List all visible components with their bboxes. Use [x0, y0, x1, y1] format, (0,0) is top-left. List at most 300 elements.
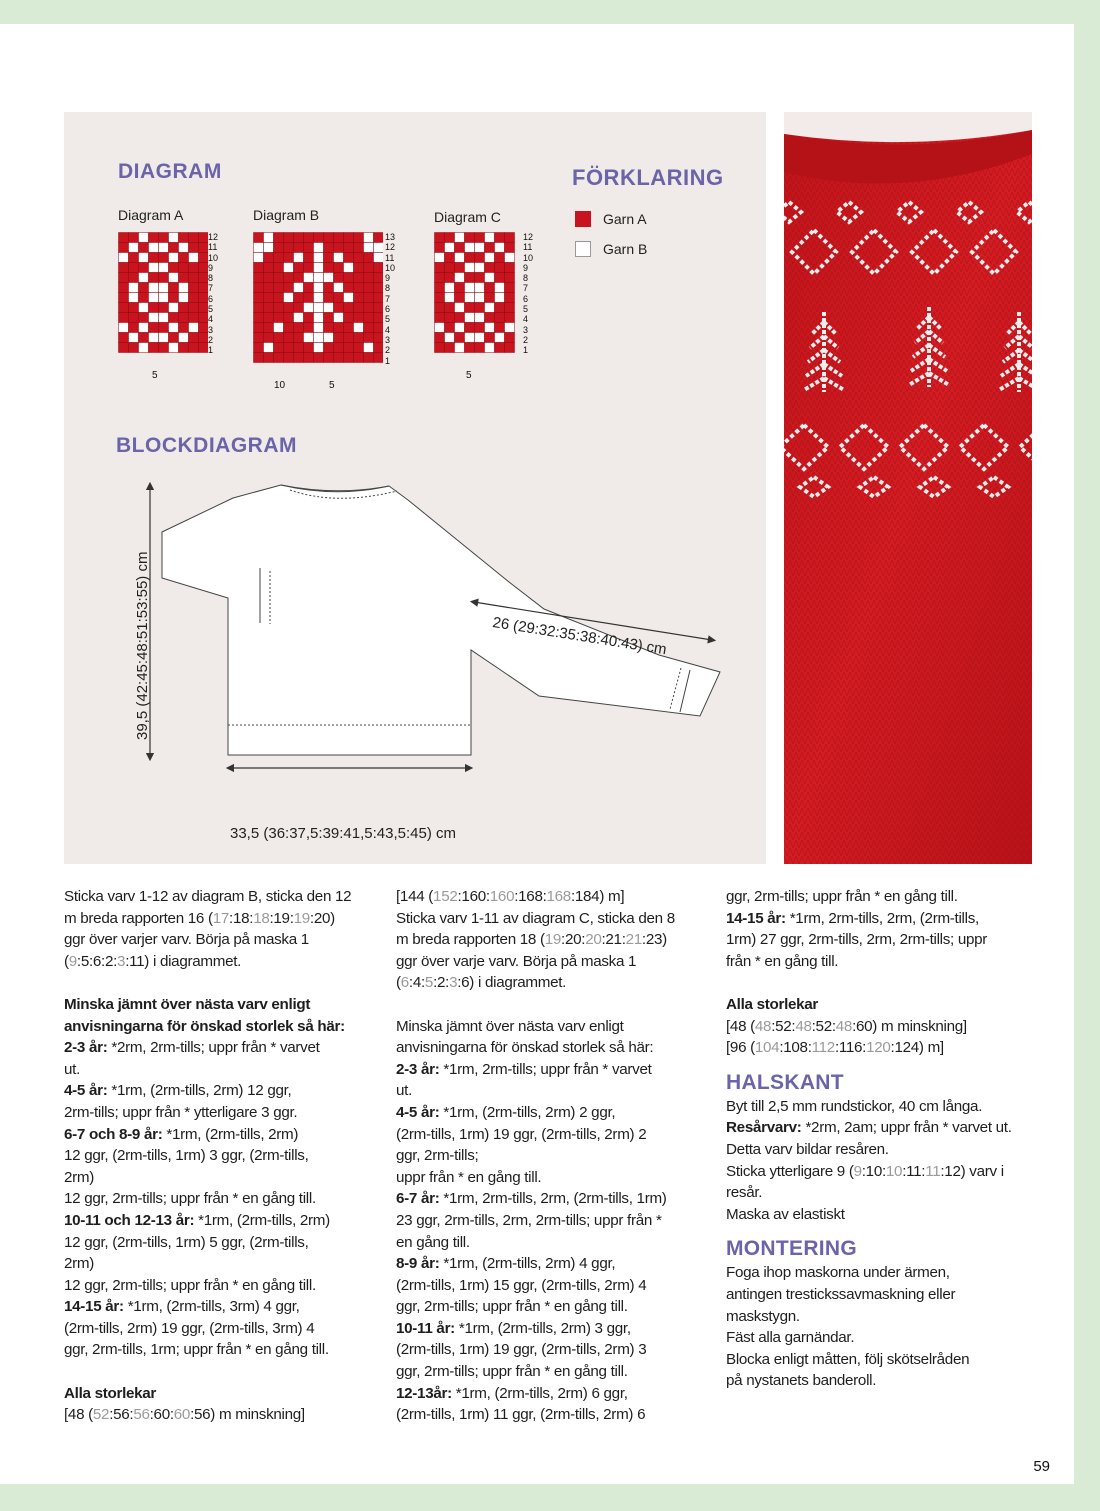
chart-cell: [179, 343, 189, 353]
garn-b-swatch: [575, 241, 591, 257]
chart-cell: [374, 313, 384, 323]
chart-cell: [179, 333, 189, 343]
c3-line: Foga ihop maskorna under ärmen,: [726, 1264, 950, 1282]
c1-line: 12 ggr, (2rm-tills, 1rm) 5 ggr, (2rm-tills,: [64, 1233, 309, 1251]
chart-cell: [485, 323, 495, 333]
chart-cell: [485, 253, 495, 263]
chart-cell: [495, 343, 505, 353]
legend-garn-a: [575, 211, 647, 227]
chart-cell: [505, 263, 515, 273]
chart-cell: [264, 353, 274, 363]
chart-cell: [445, 263, 455, 273]
chart-cell: [199, 333, 209, 343]
chart-cell: [189, 333, 199, 343]
chart-cell: [445, 333, 455, 343]
chart-cell: [149, 263, 159, 273]
chart-cell: [254, 293, 264, 303]
chart-cell: [465, 283, 475, 293]
chart-cell: [199, 273, 209, 283]
chart-cell: [354, 333, 364, 343]
chart-cell: [284, 273, 294, 283]
diagram-panel: [64, 112, 766, 864]
chart-cell: [179, 323, 189, 333]
chart-cell: [334, 313, 344, 323]
chart-cell: [314, 333, 324, 343]
chart-cell: [445, 303, 455, 313]
chart-cell: [475, 273, 485, 283]
chart-cell: [475, 263, 485, 273]
c2-line: Sticka varv 1-11 av diagram C, sticka den 8: [396, 909, 675, 927]
chart-cell: [304, 253, 314, 263]
chart-cell: [274, 313, 284, 323]
chart-cell: [314, 233, 324, 243]
chart-cell: [314, 303, 324, 313]
chart-cell: [159, 283, 169, 293]
chart-cell: [354, 303, 364, 313]
chart-cell: [495, 313, 505, 323]
c1-line: 10-11 och 12-13 år: *1rm, (2rm-tills, 2rm): [64, 1211, 330, 1229]
chart-cell: [334, 243, 344, 253]
chart-cell: [149, 343, 159, 353]
diagram-a-row-numbers: 12 11 10 9 8 7 6 5 4 3 2 1: [208, 232, 219, 356]
chart-cell: [495, 273, 505, 283]
chart-cell: [344, 313, 354, 323]
chart-cell: [284, 323, 294, 333]
chart-cell: [169, 283, 179, 293]
chart-cell: [149, 303, 159, 313]
chart-cell: [139, 253, 149, 263]
c1-line: 2rm): [64, 1255, 95, 1273]
c2-line: 2-3 år: *1rm, 2rm-tills; uppr från * varvet: [396, 1060, 652, 1078]
chart-cell: [495, 263, 505, 273]
garn-a-swatch: [575, 211, 591, 227]
chart-cell: [199, 343, 209, 353]
chart-cell: [129, 293, 139, 303]
chart-cell: [334, 263, 344, 273]
chart-cell: [435, 273, 445, 283]
chart-cell: [274, 283, 284, 293]
chart-cell: [129, 323, 139, 333]
chart-cell: [374, 303, 384, 313]
chart-cell: [264, 243, 274, 253]
chart-cell: [264, 233, 274, 243]
c1-line: ggr över varjer varv. Börja på maska 1: [64, 931, 309, 949]
chart-cell: [304, 333, 314, 343]
chart-cell: [354, 273, 364, 283]
chart-cell: [264, 253, 274, 263]
chart-cell: [374, 253, 384, 263]
chart-cell: [199, 253, 209, 263]
chart-cell: [254, 263, 264, 273]
chart-cell: [324, 333, 334, 343]
chart-cell: [264, 343, 274, 353]
chart-cell: [304, 273, 314, 283]
c1-line: 14-15 år: *1rm, (2rm-tills, 3rm) 4 ggr,: [64, 1298, 300, 1316]
chart-cell: [119, 303, 129, 313]
c2-line: (2rm-tills, 1rm) 15 ggr, (2rm-tills, 2rm) 4: [396, 1276, 647, 1294]
chart-cell: [465, 263, 475, 273]
c2-line: 4-5 år: *1rm, (2rm-tills, 2rm) 2 ggr,: [396, 1103, 616, 1121]
chart-cell: [374, 333, 384, 343]
chart-cell: [324, 303, 334, 313]
chart-cell: [354, 243, 364, 253]
c1-heading: Minska jämnt över nästa varv enligt: [64, 995, 311, 1013]
c3-line: [48 (48:52:48:52:48:60) m minskning]: [726, 1017, 967, 1035]
chart-cell: [294, 293, 304, 303]
chart-cell: [445, 323, 455, 333]
chart-cell: [354, 313, 364, 323]
chart-cell: [364, 273, 374, 283]
chart-cell: [294, 283, 304, 293]
diagram-c-row-numbers: 12 11 10 9 8 7 6 5 4 3 2 1: [523, 232, 534, 356]
chart-cell: [445, 243, 455, 253]
chart-cell: [254, 253, 264, 263]
chart-cell: [435, 293, 445, 303]
chart-cell: [344, 303, 354, 313]
chart-cell: [129, 243, 139, 253]
diagram-b-label: Diagram B: [253, 207, 320, 223]
page: [0, 24, 1074, 1484]
chart-cell: [159, 263, 169, 273]
chart-cell: [475, 253, 485, 263]
chart-cell: [505, 293, 515, 303]
chart-cell: [149, 293, 159, 303]
c1-line: (9:5:6:2:3:11) i diagrammet.: [64, 952, 242, 970]
chart-cell: [475, 333, 485, 343]
chart-cell: [284, 293, 294, 303]
chart-cell: [485, 333, 495, 343]
chart-cell: [274, 303, 284, 313]
chart-cell: [364, 313, 374, 323]
chart-cell: [465, 343, 475, 353]
chart-cell: [274, 253, 284, 263]
chart-cell: [284, 283, 294, 293]
diagram-b-col-label-10: 10: [274, 380, 286, 391]
chart-cell: [304, 343, 314, 353]
chart-cell: [364, 323, 374, 333]
chart-cell: [139, 293, 149, 303]
chart-cell: [179, 283, 189, 293]
chart-cell: [374, 323, 384, 333]
c2-line: ut.: [396, 1082, 412, 1100]
chart-cell: [189, 263, 199, 273]
chart-cell: [149, 333, 159, 343]
chart-cell: [304, 233, 314, 243]
chart-cell: [139, 333, 149, 343]
chart-cell: [189, 283, 199, 293]
chart-cell: [485, 273, 495, 283]
chart-cell: [119, 323, 129, 333]
page-number: 59: [1033, 1458, 1050, 1475]
chart-cell: [344, 353, 354, 363]
chart-cell: [465, 303, 475, 313]
c1-line: 6-7 och 8-9 år: *1rm, (2rm-tills, 2rm): [64, 1125, 299, 1143]
chart-cell: [314, 313, 324, 323]
chart-cell: [435, 333, 445, 343]
legend-garn-b: [575, 241, 647, 257]
chart-cell: [294, 333, 304, 343]
chart-cell: [304, 303, 314, 313]
chart-cell: [304, 323, 314, 333]
text-column-2: [396, 886, 716, 1426]
chart-cell: [149, 233, 159, 243]
chart-cell: [475, 283, 485, 293]
diagram-b-col-label-5: 5: [329, 380, 335, 391]
c1-heading: Alla storlekar: [64, 1384, 157, 1402]
chart-cell: [304, 243, 314, 253]
sweater-photo: [784, 112, 1032, 864]
chart-cell: [129, 253, 139, 263]
diagram-a-grid: [118, 232, 208, 354]
chart-cell: [455, 293, 465, 303]
c1-line: 2rm-tills; uppr från * ytterligare 3 ggr.: [64, 1103, 298, 1121]
chart-cell: [159, 343, 169, 353]
text-column-3: [726, 886, 1046, 1392]
chart-cell: [324, 243, 334, 253]
c2-line: 23 ggr, 2rm-tills, 2rm, 2rm-tills; uppr från *: [396, 1211, 662, 1229]
chart-cell: [495, 243, 505, 253]
chart-cell: [149, 323, 159, 333]
chart-cell: [485, 313, 495, 323]
chart-cell: [129, 283, 139, 293]
c3-heading: Alla storlekar: [726, 995, 819, 1013]
chart-cell: [334, 233, 344, 243]
chart-cell: [199, 313, 209, 323]
diagram-c-grid: [434, 232, 520, 354]
length-measurement: 39,5 (42:45:48:51:53:55) cm: [134, 551, 151, 740]
chart-cell: [364, 343, 374, 353]
chart-cell: [199, 323, 209, 333]
chart-cell: [364, 293, 374, 303]
chart-cell: [179, 313, 189, 323]
chart-cell: [445, 293, 455, 303]
c1-line: 2-3 år: *2rm, 2rm-tills; uppr från * varvet: [64, 1039, 320, 1057]
chart-cell: [314, 343, 324, 353]
chart-cell: [314, 293, 324, 303]
chart-cell: [159, 323, 169, 333]
c1-line: ut.: [64, 1060, 80, 1078]
chart-cell: [314, 243, 324, 253]
chart-cell: [314, 353, 324, 363]
chart-cell: [465, 323, 475, 333]
chart-cell: [149, 273, 159, 283]
chart-cell: [254, 313, 264, 323]
chart-cell: [119, 283, 129, 293]
chart-cell: [455, 243, 465, 253]
chart-cell: [159, 243, 169, 253]
c3-line: Byt till 2,5 mm rundstickor, 40 cm långa.: [726, 1097, 983, 1115]
chart-cell: [334, 353, 344, 363]
chart-cell: [344, 243, 354, 253]
chart-cell: [324, 313, 334, 323]
chart-cell: [129, 333, 139, 343]
chart-cell: [199, 303, 209, 313]
chart-cell: [334, 323, 344, 333]
chart-cell: [374, 243, 384, 253]
chart-cell: [179, 293, 189, 303]
chart-cell: [435, 233, 445, 243]
chart-cell: [485, 293, 495, 303]
chart-cell: [374, 343, 384, 353]
chart-cell: [344, 263, 354, 273]
chart-cell: [304, 313, 314, 323]
chart-cell: [119, 313, 129, 323]
diagram-c-label: Diagram C: [434, 209, 501, 225]
width-measurement: 33,5 (36:37,5:39:41,5:43,5:45) cm: [230, 825, 456, 842]
c2-line: (2rm-tills, 1rm) 19 ggr, (2rm-tills, 2rm) 3: [396, 1341, 647, 1359]
chart-cell: [344, 273, 354, 283]
c1-line: 4-5 år: *1rm, (2rm-tills, 2rm) 12 ggr,: [64, 1082, 292, 1100]
chart-cell: [324, 253, 334, 263]
diagram-heading: DIAGRAM: [118, 160, 222, 183]
c3-line: 1rm) 27 ggr, 2rm-tills, 2rm, 2rm-tills; uppr: [726, 931, 988, 949]
chart-cell: [264, 313, 274, 323]
chart-cell: [119, 243, 129, 253]
chart-cell: [274, 323, 284, 333]
chart-cell: [324, 323, 334, 333]
chart-cell: [254, 353, 264, 363]
chart-cell: [169, 253, 179, 263]
chart-cell: [445, 273, 455, 283]
chart-cell: [435, 323, 445, 333]
chart-cell: [159, 253, 169, 263]
chart-cell: [495, 293, 505, 303]
c1-line: Sticka varv 1-12 av diagram B, sticka den 12: [64, 888, 352, 905]
chart-cell: [364, 243, 374, 253]
chart-cell: [284, 313, 294, 323]
chart-cell: [149, 243, 159, 253]
chart-cell: [179, 243, 189, 253]
chart-cell: [274, 273, 284, 283]
diagram-a-label: Diagram A: [118, 207, 184, 223]
c3-line: Fäst alla garnändar.: [726, 1329, 855, 1347]
chart-cell: [344, 283, 354, 293]
chart-cell: [254, 323, 264, 333]
c3-line: 14-15 år: *1rm, 2rm-tills, 2rm, (2rm-tills,: [726, 909, 979, 927]
chart-cell: [354, 283, 364, 293]
chart-cell: [475, 293, 485, 303]
chart-cell: [119, 233, 129, 243]
chart-cell: [294, 343, 304, 353]
chart-cell: [324, 343, 334, 353]
chart-cell: [334, 273, 344, 283]
c1-line: 12 ggr, (2rm-tills, 1rm) 3 ggr, (2rm-tills,: [64, 1147, 309, 1165]
chart-cell: [485, 243, 495, 253]
chart-cell: [465, 243, 475, 253]
chart-cell: [139, 303, 149, 313]
chart-cell: [445, 233, 455, 243]
chart-cell: [169, 313, 179, 323]
chart-cell: [304, 283, 314, 293]
chart-cell: [505, 343, 515, 353]
chart-cell: [314, 283, 324, 293]
chart-cell: [485, 283, 495, 293]
chart-cell: [475, 243, 485, 253]
chart-cell: [334, 293, 344, 303]
c2-line: (2rm-tills, 1rm) 11 ggr, (2rm-tills, 2rm) 6: [396, 1406, 646, 1424]
chart-cell: [314, 263, 324, 273]
chart-cell: [264, 333, 274, 343]
c2-line: 6-7 år: *1rm, 2rm-tills, 2rm, (2rm-tills, 1rm): [396, 1190, 667, 1208]
chart-cell: [129, 263, 139, 273]
chart-cell: [505, 303, 515, 313]
diagram-a-col-label: 5: [152, 370, 158, 381]
chart-cell: [274, 353, 284, 363]
chart-cell: [495, 283, 505, 293]
chart-cell: [254, 333, 264, 343]
c3-line: på nystanets banderoll.: [726, 1372, 877, 1390]
chart-cell: [139, 283, 149, 293]
chart-cell: [304, 353, 314, 363]
c2-line: ggr över varje varv. Börja på maska 1: [396, 952, 637, 970]
c1-line: 12 ggr, 2rm-tills; uppr från * en gång till.: [64, 1276, 316, 1294]
chart-cell: [254, 283, 264, 293]
chart-cell: [169, 343, 179, 353]
chart-cell: [139, 313, 149, 323]
chart-cell: [455, 333, 465, 343]
chart-cell: [189, 323, 199, 333]
chart-cell: [334, 343, 344, 353]
chart-cell: [324, 293, 334, 303]
c3-line: Blocka enligt måtten, följ skötselråden: [726, 1350, 970, 1368]
c3-line: Detta varv bildar resåren.: [726, 1140, 889, 1158]
chart-cell: [169, 323, 179, 333]
chart-cell: [159, 293, 169, 303]
chart-cell: [149, 253, 159, 263]
blockdiagram-heading: BLOCKDIAGRAM: [116, 434, 297, 457]
chart-cell: [364, 253, 374, 263]
chart-cell: [445, 283, 455, 293]
chart-cell: [284, 253, 294, 263]
chart-cell: [475, 303, 485, 313]
chart-cell: [264, 273, 274, 283]
c2-line: anvisningarna för önskad storlek så här:: [396, 1039, 654, 1057]
chart-cell: [129, 233, 139, 243]
chart-cell: [129, 303, 139, 313]
chart-cell: [159, 233, 169, 243]
chart-cell: [284, 263, 294, 273]
chart-cell: [364, 333, 374, 343]
chart-cell: [264, 283, 274, 293]
chart-cell: [364, 353, 374, 363]
chart-cell: [374, 263, 384, 273]
chart-cell: [505, 243, 515, 253]
c1-line: m breda rapporten 16 (17:18:18:19:19:20): [64, 909, 335, 927]
chart-cell: [139, 263, 149, 273]
chart-cell: [344, 323, 354, 333]
c2-line: Minska jämnt över nästa varv enligt: [396, 1017, 624, 1035]
chart-cell: [354, 323, 364, 333]
chart-cell: [179, 233, 189, 243]
chart-cell: [169, 233, 179, 243]
chart-cell: [374, 233, 384, 243]
chart-cell: [455, 303, 465, 313]
chart-cell: [139, 323, 149, 333]
c1-line: 2rm): [64, 1168, 95, 1186]
chart-cell: [495, 333, 505, 343]
chart-cell: [284, 333, 294, 343]
chart-cell: [505, 233, 515, 243]
chart-cell: [455, 273, 465, 283]
chart-cell: [264, 293, 274, 303]
c1-heading: anvisningarna för önskad storlek så här:: [64, 1017, 345, 1035]
c2-line: m breda rapporten 18 (19:20:20:21:21:23): [396, 931, 667, 949]
chart-cell: [314, 253, 324, 263]
chart-cell: [364, 263, 374, 273]
chart-cell: [149, 313, 159, 323]
chart-cell: [374, 353, 384, 363]
legend-heading: FÖRKLARING: [572, 165, 724, 190]
